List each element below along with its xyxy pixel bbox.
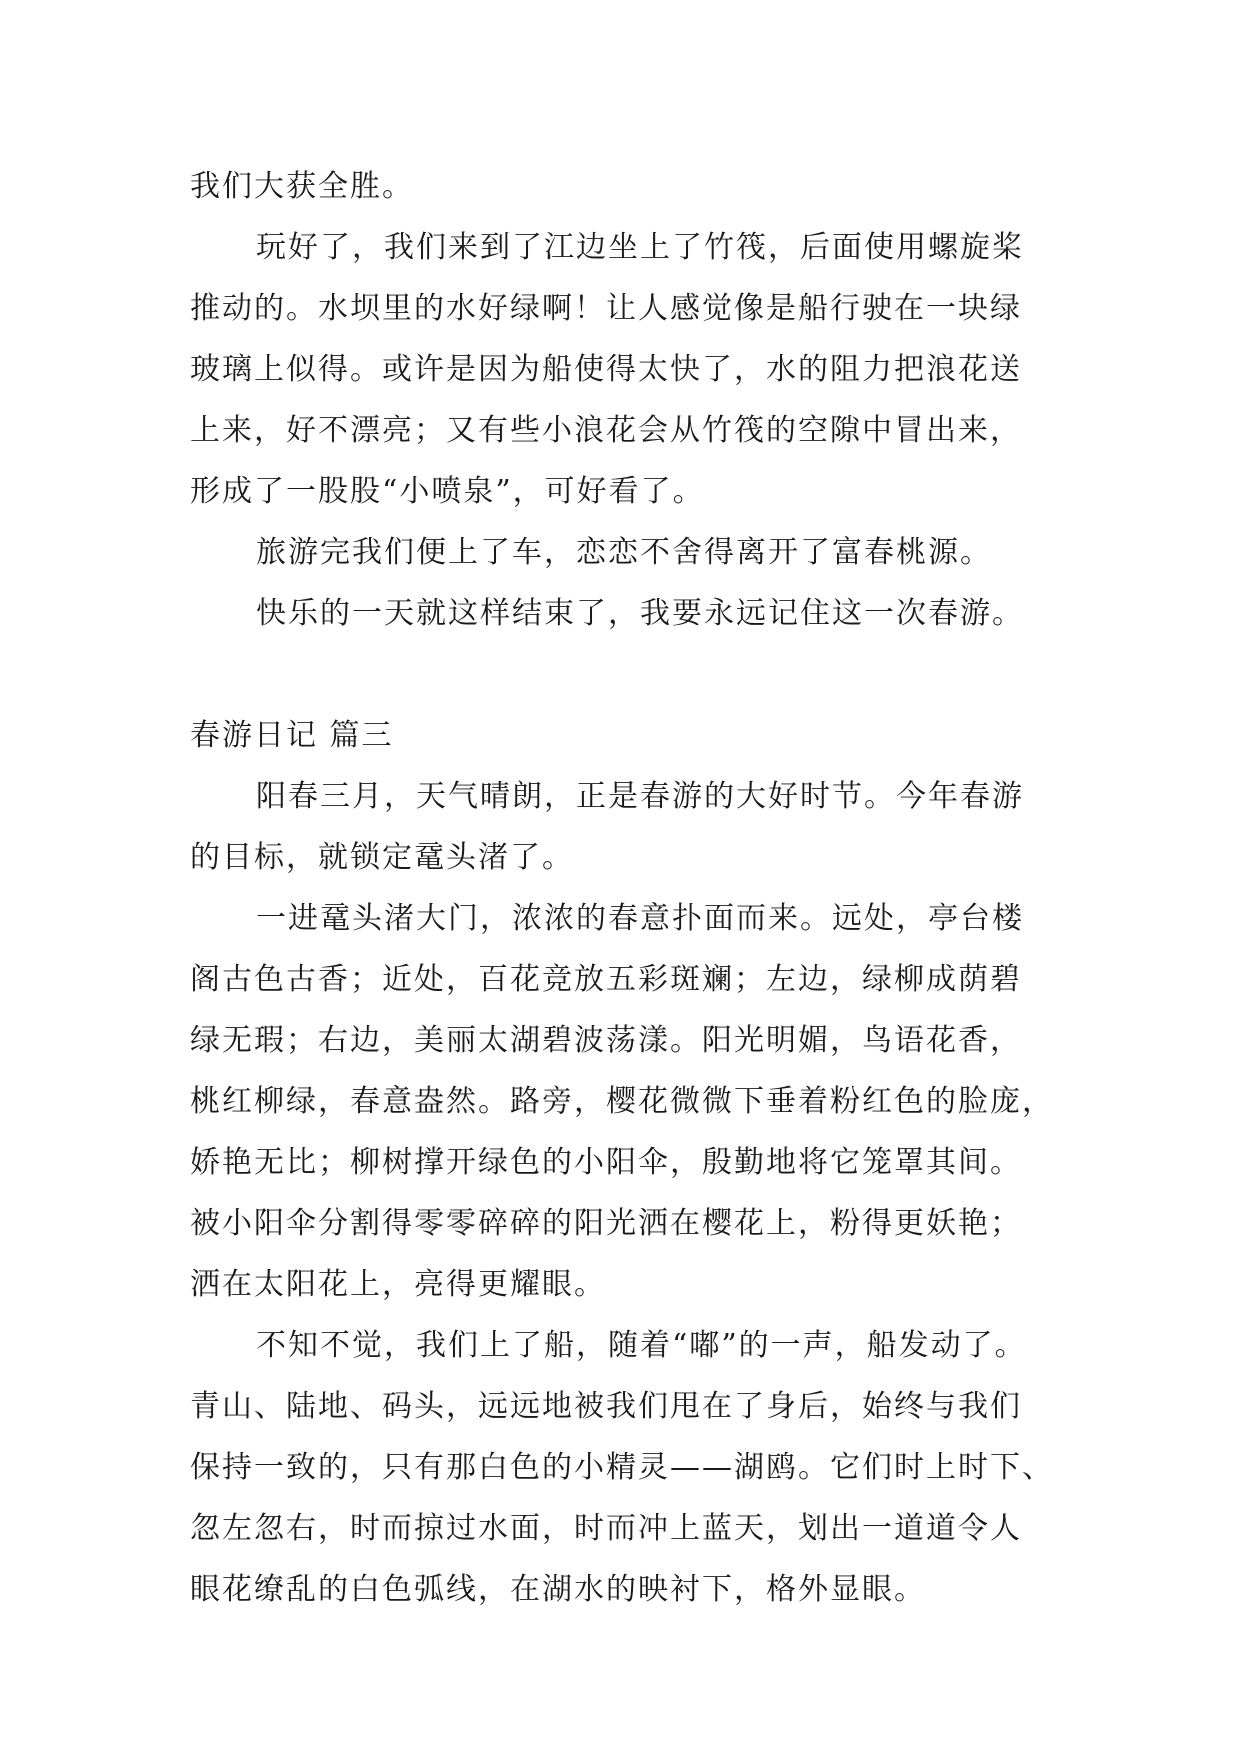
text-line: 上来，好不漂亮；又有些小浪花会从竹筏的空隙中冒出来，: [190, 413, 1022, 448]
paragraph-start-line: 不知不觉，我们上了船，随着“嘟”的一声，船发动了。: [256, 1328, 1027, 1363]
paragraph-start-line: 玩好了，我们来到了江边坐上了竹筏，后面使用螺旋桨: [256, 230, 1024, 265]
text-line: 的目标，就锁定鼋头渚了。: [190, 840, 574, 875]
text-line: 忽左忽右，时而掠过水面，时而冲上蓝天，划出一道道令人: [190, 1511, 1022, 1546]
text-line: 洒在太阳花上，亮得更耀眼。: [190, 1267, 606, 1302]
text-line: 我们大获全胜。: [190, 169, 414, 204]
paragraph-start-line: 一进鼋头渚大门，浓浓的春意扑面而来。远处，亭台楼: [256, 901, 1024, 936]
text-line: 保持一致的，只有那白色的小精灵——湖鸥。它们时上时下、: [190, 1450, 1054, 1485]
document-body: [190, 156, 1070, 1620]
text-line: 桃红柳绿，春意盎然。路旁，樱花微微下垂着粉红色的脸庞，: [190, 1084, 1054, 1119]
text-line: 眼花缭乱的白色弧线，在湖水的映衬下，格外显眼。: [190, 1572, 926, 1607]
text-line: 形成了一股股“小喷泉”，可好看了。: [190, 474, 705, 509]
text-line: 玻璃上似得。或许是因为船使得太快了，水的阻力把浪花送: [190, 352, 1022, 387]
section-heading: 春游日记 篇三: [190, 718, 394, 753]
text-line: 推动的。水坝里的水好绿啊！让人感觉像是船行驶在一块绿: [190, 291, 1022, 326]
text-line: 青山、陆地、码头，远远地被我们甩在了身后，始终与我们: [190, 1389, 1022, 1424]
blank-line: [190, 644, 1070, 705]
paragraph-start-line: 旅游完我们便上了车，恋恋不舍得离开了富春桃源。: [256, 535, 992, 570]
paragraph-start-line: 快乐的一天就这样结束了，我要永远记住这一次春游。: [256, 596, 1024, 631]
text-line: 绿无瑕；右边，美丽太湖碧波荡漾。阳光明媚，鸟语花香，: [190, 1023, 1022, 1058]
text-line: 被小阳伞分割得零零碎碎的阳光洒在樱花上，粉得更妖艳；: [190, 1206, 1022, 1241]
text-line: 阁古色古香；近处，百花竞放五彩斑斓；左边，绿柳成荫碧: [190, 962, 1022, 997]
text-line: 娇艳无比；柳树撑开绿色的小阳伞，殷勤地将它笼罩其间。: [190, 1145, 1022, 1180]
paragraph-start-line: 阳春三月，天气晴朗，正是春游的大好时节。今年春游: [256, 779, 1024, 814]
